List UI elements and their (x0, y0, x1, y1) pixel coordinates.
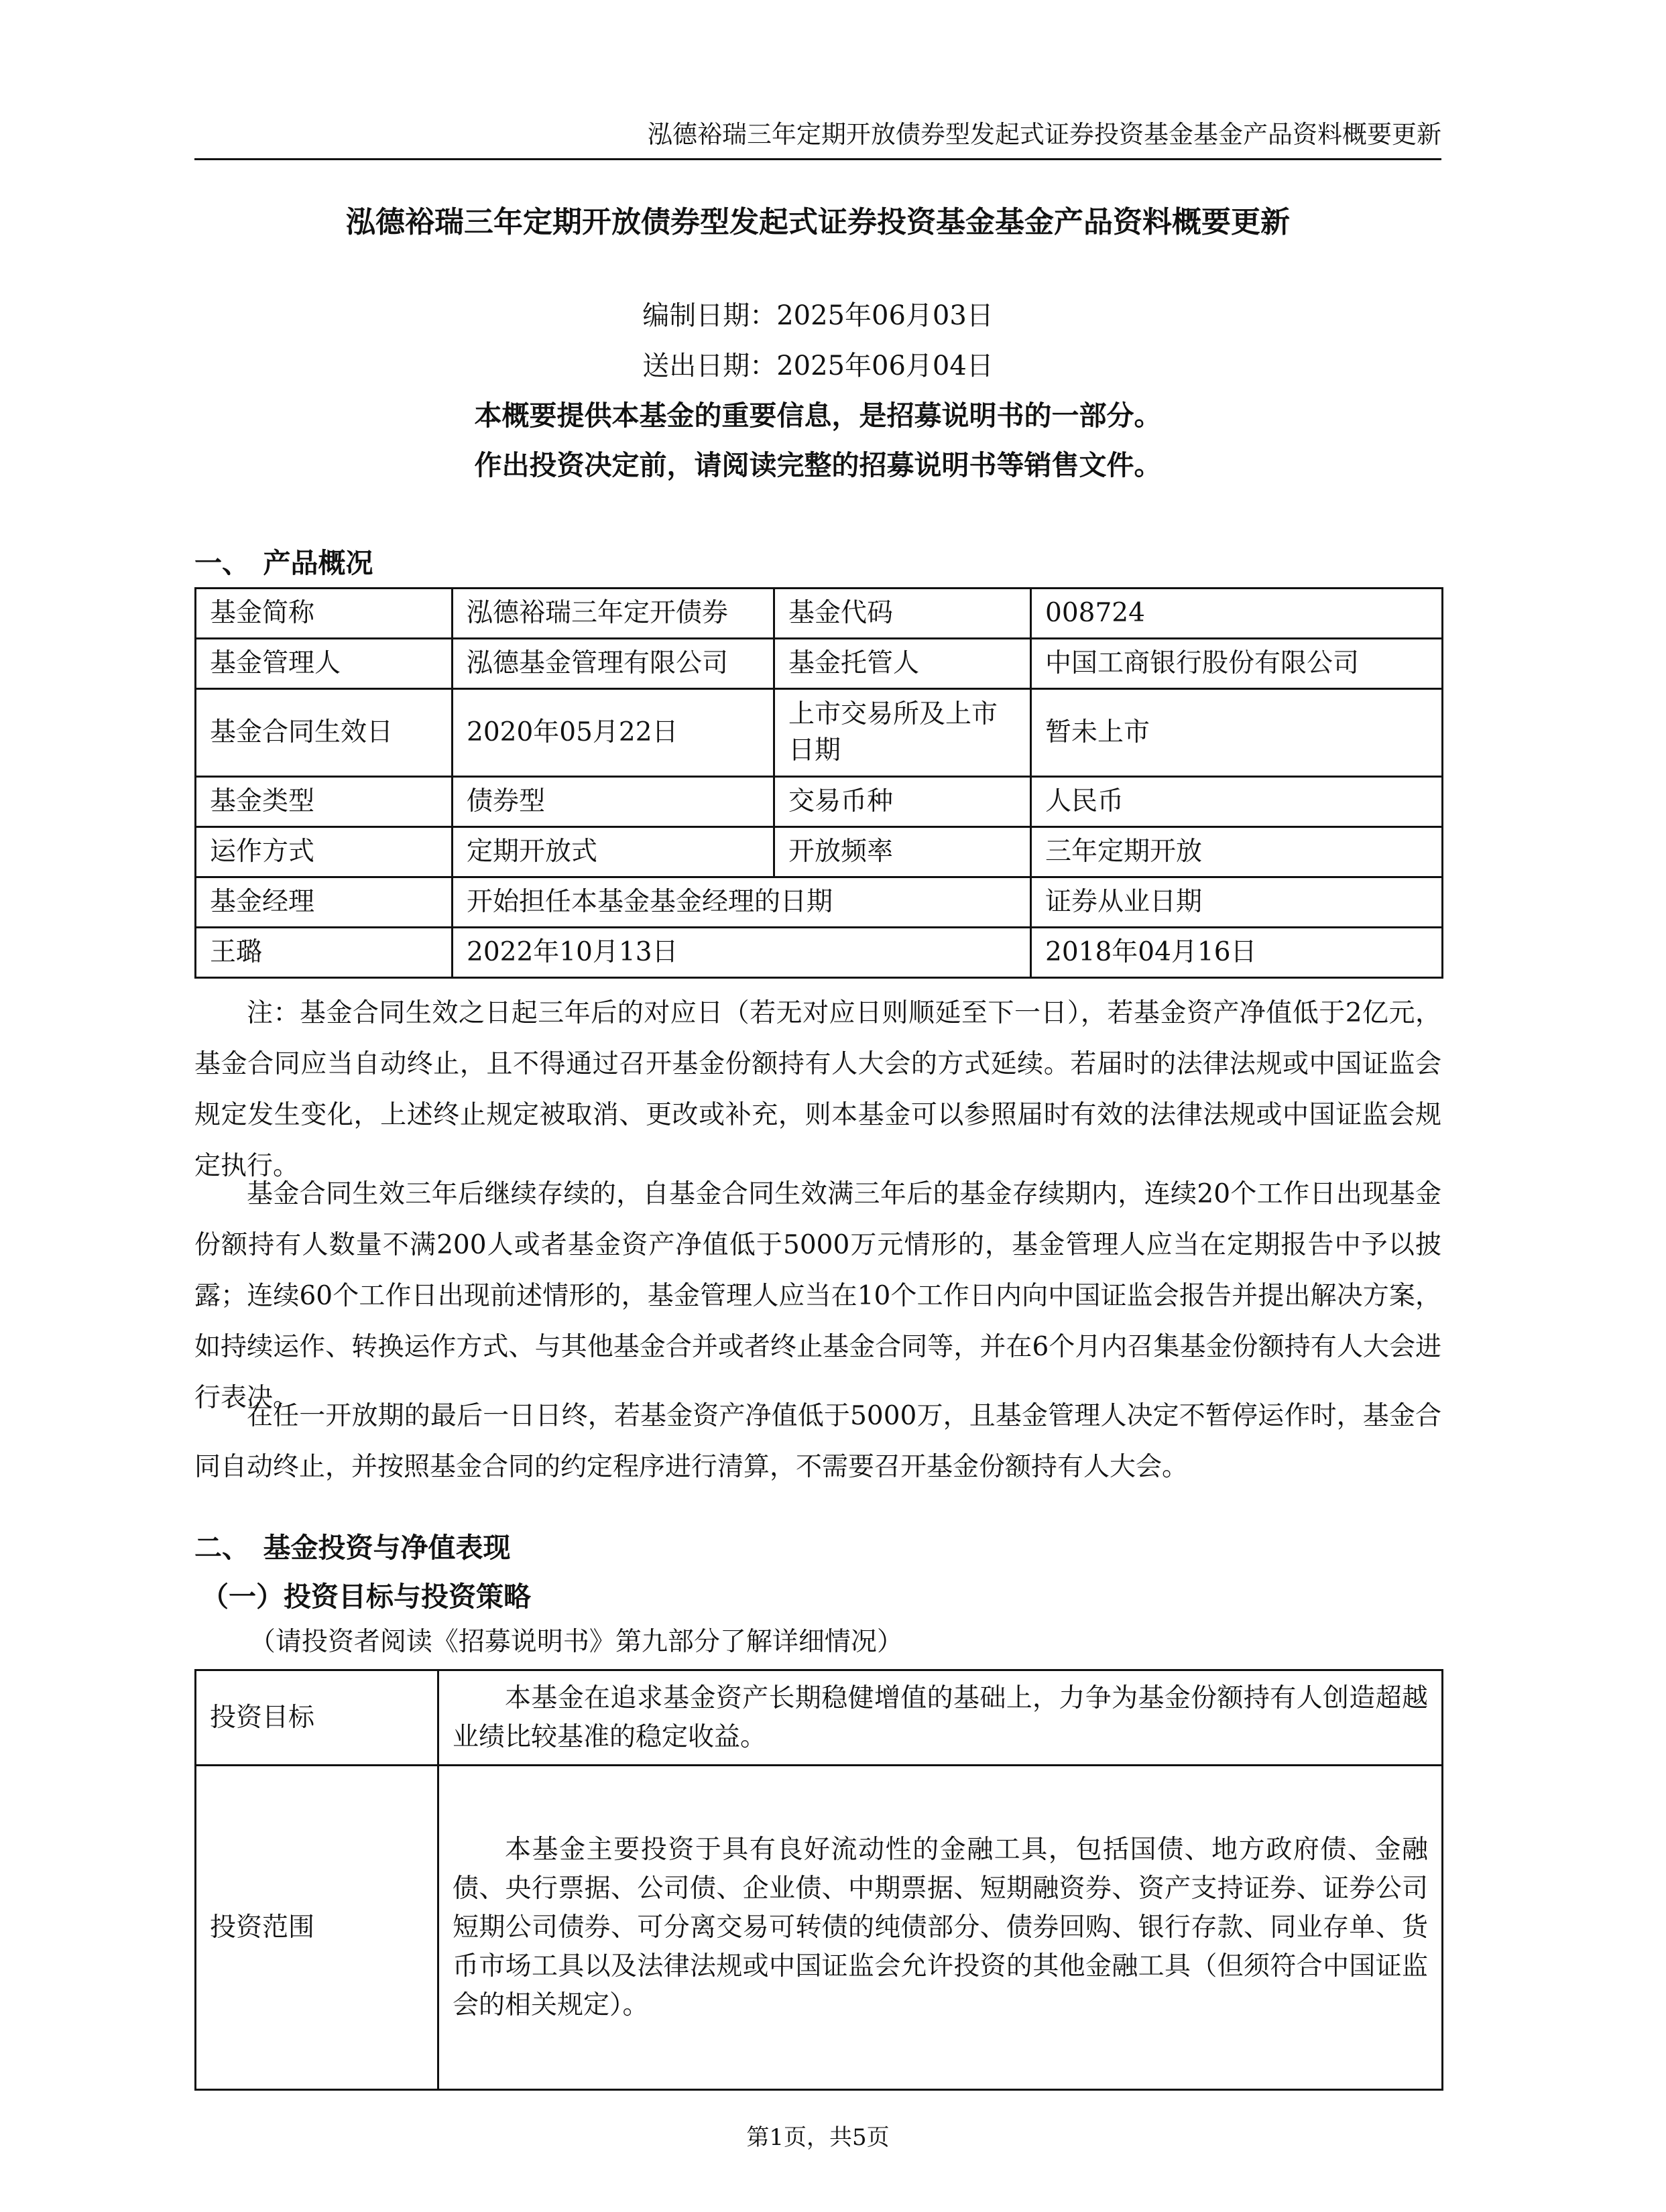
table-row (196, 1766, 1443, 2090)
table-cell: 证券从业日期 (1031, 877, 1443, 928)
table-row (196, 589, 1443, 639)
table-row (196, 827, 1443, 877)
notice-line-1: 本概要提供本基金的重要信息，是招募说明书的一部分。 (474, 400, 1162, 432)
compile-date: 编制日期：2025年06月03日 (642, 300, 994, 331)
table-row (196, 777, 1443, 827)
table-cell: 基金经理 (196, 877, 453, 928)
table-cell: 中国工商银行股份有限公司 (1031, 639, 1443, 689)
table-cell: 泓德基金管理有限公司 (453, 639, 774, 689)
document-title: 泓德裕瑞三年定期开放债券型发起式证券投资基金基金产品资料概要更新 (346, 205, 1290, 239)
running-header: 泓德裕瑞三年定期开放债券型发起式证券投资基金基金产品资料概要更新 (648, 120, 1441, 149)
note-paragraph: 基金合同生效三年后继续存续的，自基金合同生效满三年后的基金存续期内，连续20个工作日出现基金份额持有人数量不满200人或者基金资产净值低于5000万元情形的，基金管理人应当在定期报告中予以披露；连续60个工作日出现前述情形的，基金管理人应当在10个工作日内向中国证监会报告并提出解决方案，如持续运作、转换运作方式、与其他基金合并或者终止基金合同等，并在6个月内召集基金份额持有人大会进行表决。 (194, 1179, 1441, 1413)
notice-line-2: 作出投资决定前，请阅读完整的招募说明书等销售文件。 (474, 449, 1162, 481)
table-cell: 基金类型 (196, 777, 453, 827)
table-cell: 基金管理人 (196, 639, 453, 689)
table-cell: 本基金在追求基金资产长期稳健增值的基础上，力争为基金份额持有人创造超越业绩比较基准的稳定收益。 (438, 1670, 1443, 1766)
section-2-title: 二、 基金投资与净值表现 (194, 1532, 511, 1564)
table-cell: 基金托管人 (774, 639, 1031, 689)
table-cell: 王璐 (196, 928, 453, 978)
table-cell: 交易币种 (774, 777, 1031, 827)
table-row (196, 877, 1443, 928)
send-date: 送出日期：2025年06月04日 (642, 351, 994, 381)
table-cell: 债券型 (453, 777, 774, 827)
table-cell: 定期开放式 (453, 827, 774, 877)
table-cell: 泓德裕瑞三年定开债券 (453, 589, 774, 639)
table-cell: 开放频率 (774, 827, 1031, 877)
table-cell: 2020年05月22日 (453, 689, 774, 777)
table-row (196, 928, 1443, 978)
table-cell: 基金合同生效日 (196, 689, 453, 777)
table-row (196, 1670, 1443, 1766)
page-number: 第1页，共5页 (746, 2124, 890, 2151)
table-cell: 暂未上市 (1031, 689, 1443, 777)
table-cell: 投资范围 (196, 1766, 438, 2090)
table-row (196, 689, 1443, 777)
reference-note: （请投资者阅读《招募说明书》第九部分了解详细情况） (249, 1627, 903, 1657)
investment-strategy-table (194, 1669, 1443, 2091)
table-cell: 008724 (1031, 589, 1443, 639)
table-cell: 投资目标 (196, 1670, 438, 1766)
section-1-title: 一、 产品概况 (194, 547, 373, 579)
table-cell: 本基金主要投资于具有良好流动性的金融工具，包括国债、地方政府债、金融债、央行票据、公司债、企业债、中期票据、短期融资券、资产支持证券、证券公司短期公司债券、可分离交易可转债的纯债部分、债券回购、银行存款、同业存单、货币市场工具以及法律法规或中国证监会允许投资的其他金融工具（但须符合中国证监会的相关规定）。 (438, 1766, 1443, 2090)
table-cell: 2022年10月13日 (453, 928, 1031, 978)
table-cell: 基金代码 (774, 589, 1031, 639)
table-cell: 基金简称 (196, 589, 453, 639)
subsection-title: （一）投资目标与投资策略 (201, 1581, 531, 1613)
table-cell: 运作方式 (196, 827, 453, 877)
table-row (196, 639, 1443, 689)
table-cell: 2018年04月16日 (1031, 928, 1443, 978)
header-divider (194, 158, 1441, 160)
table-cell: 人民币 (1031, 777, 1443, 827)
note-paragraph: 在任一开放期的最后一日日终，若基金资产净值低于5000万，且基金管理人决定不暂停运作时，基金合同自动终止，并按照基金合同的约定程序进行清算，不需要召开基金份额持有人大会。 (194, 1401, 1441, 1482)
table-cell: 三年定期开放 (1031, 827, 1443, 877)
note-paragraph: 注：基金合同生效之日起三年后的对应日（若无对应日则顺延至下一日），若基金资产净值低于2亿元，基金合同应当自动终止，且不得通过召开基金份额持有人大会的方式延续。若届时的法律法规或中国证监会规定发生变化，上述终止规定被取消、更改或补充，则本基金可以参照届时有效的法律法规或中国证监会规定执行。 (194, 998, 1441, 1181)
product-overview-table (194, 587, 1443, 979)
table-cell: 开始担任本基金基金经理的日期 (453, 877, 1031, 928)
table-cell: 上市交易所及上市日期 (774, 689, 1031, 777)
